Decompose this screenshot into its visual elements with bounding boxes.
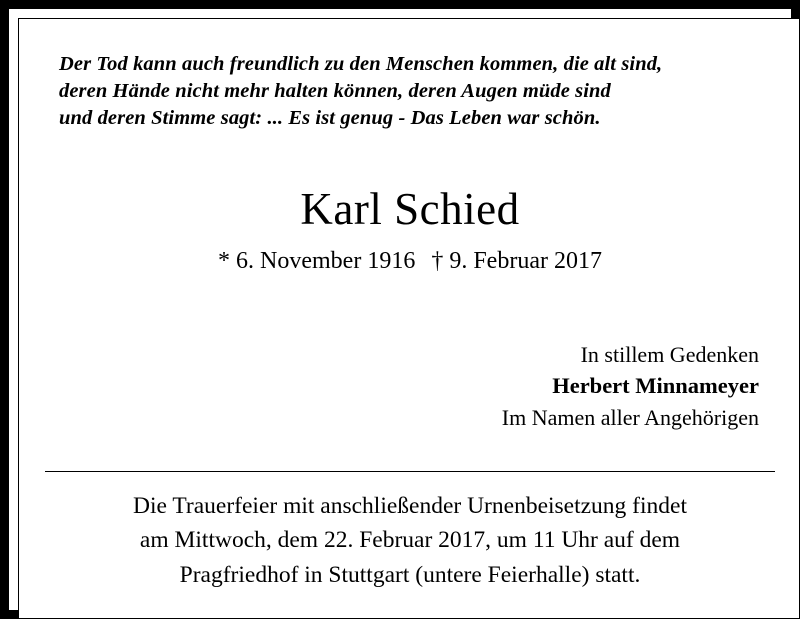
life-dates [19,247,800,276]
death-date: † 9. Februar 2017 [431,248,602,274]
ceremony-line-2: am Mittwoch, dem 22. Februar 2017, um 11 Uhr auf dem [139,527,681,554]
section-divider [45,471,775,472]
verse-line-2: deren Hände nicht mehr halten können, deren Augen müde sind [59,80,611,103]
mourner-subtitle: Im Namen aller Angehörigen [501,405,759,431]
memorial-verse [59,51,761,132]
obituary-content [19,19,799,618]
birth-date: * 6. November 1916 [218,248,416,274]
ceremony-details [19,489,800,592]
memorial-salutation: In stillem Gedenken [580,342,759,367]
verse-line-1: Der Tod kann auch freundlich zu den Menschen kommen, die alt sind, [59,53,663,75]
ceremony-line-3: Pragfriedhof in Stuttgart (untere Feierhalle) statt. [179,561,641,588]
mourner-name: Herbert Minnameyer [552,373,759,399]
obituary-inner-border [18,18,800,619]
ceremony-line-1: Die Trauerfeier mit anschließender Urnenbeisetzung findet [132,493,688,519]
memorial-block [19,339,759,433]
verse-line-3: und deren Stimme sagt: ... Es ist genug - Das Leben war schön. [59,107,601,130]
deceased-name: Karl Schied [300,184,520,234]
